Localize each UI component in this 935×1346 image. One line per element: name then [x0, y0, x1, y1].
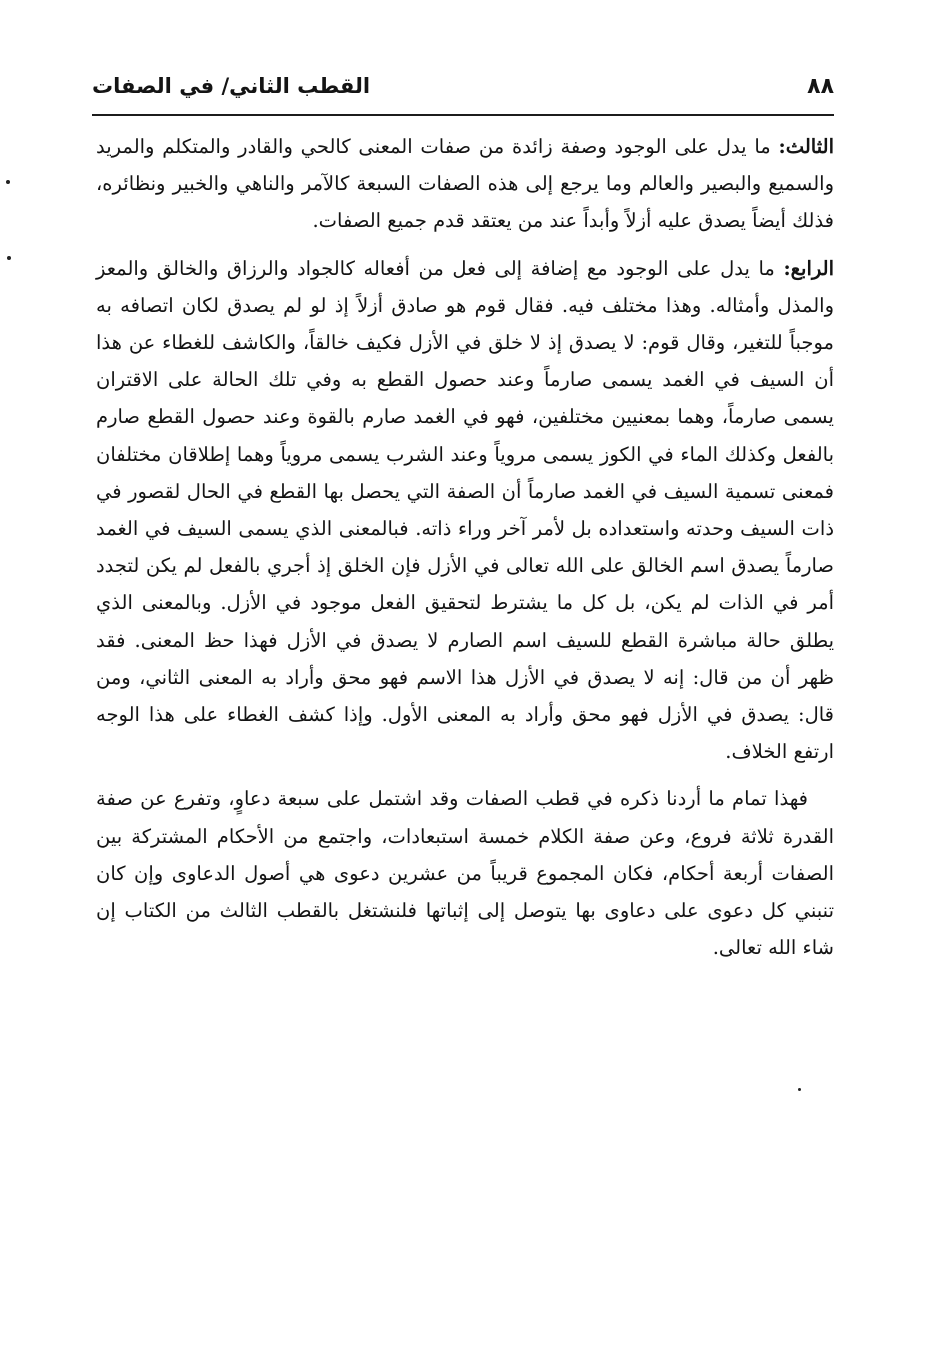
body-text [96, 128, 834, 966]
paragraph-text: فهذا تمام ما أردنا ذكره في قطب الصفات وقد اشتمل على سبعة دعاوٍ، وتفرع عن صفة القدرة ثلاثة فروع، وعن صفة الكلام خمسة استبعادات، واجتمع من الأحكام المشتركة بين الصفات أربعة أحكام، فكان المجموع قريباً من عشرين دعوى هي أصول الدعاوى وإن كان تنبني كل دعوى على دعاوى بها يتوصل إلى إثباتها فلنشتغل بالقطب الثالث من الكتاب إن شاء الله تعالى. [96, 787, 834, 960]
scan-speck [7, 256, 11, 260]
paragraph-text: ما يدل على الوجود مع إضافة إلى فعل من أفعاله كالجواد والرزاق والخالق والمعز والمذل وأمثاله. وهذا مختلف فيه. فقال قوم هو صادق أزلاً إذ لو لم يصدق لكان اتصافه به موجباً للتغير، وقال قوم: لا يصدق إذ لا خلق في الأزل فكيف خالقاً، والكاشف للغطاء عن هذا أن السيف في الغمد يسمى صارماً وعند حصول القطع به وفي تلك الحالة على الاقتران يسمى صارماً، وهما بمعنيين مختلفين، فهو في الغمد صارم بالقوة وعند حصول القطع صارم بالفعل وكذلك الماء في الكوز يسمى مروياً وعند الشرب يسمى مروياً وهما إطلاقان مختلفان فمعنى تسمية السيف في الغمد صارماً أن الصفة التي يحصل بها القطع في الحال لقصور في ذات السيف وحدته واستعداده بل لأمر آخر وراء ذاته. فبالمعنى الذي يسمى السيف في الغمد صارماً يصدق اسم الخالق على الله تعالى في الأزل فإن الخلق إذ أجري بالفعل لم يكن لتجدد أمر في الذات لم يكن، بل كل ما يشترط لتحقيق الفعل موجود في الأزل. وبالمعنى الذي يطلق حالة مباشرة القطع للسيف اسم الصارم لا يصدق في الأزل فهذا حظ المعنى. فقد ظهر أن من قال: إنه لا يصدق في الأزل هذا الاسم فهو محق وأراد به المعنى الثاني، ومن قال: يصدق في الأزل فهو محق وأراد به المعنى الأول. وإذا كشف الغطاء على هذا الوجه ارتفع الخلاف. [96, 256, 834, 764]
paragraph-fourth [96, 250, 834, 771]
scan-speck [6, 180, 10, 184]
running-title: القطب الثاني/ في الصفات [92, 74, 371, 98]
paragraph-lead: الرابع: [783, 256, 834, 280]
paragraph-conclusion [96, 780, 834, 966]
paragraph-third [96, 128, 834, 240]
page-number: ٨٨ [807, 74, 834, 99]
paragraph-lead: الثالث: [778, 135, 834, 158]
paragraph-text: ما يدل على الوجود وصفة زائدة من صفات المعنى كالحي والقادر والمتكلم والمريد والسميع والبصير والعالم وما يرجع إلى هذه الصفات السبعة كالآمر والناهي والخبير ونظائره، فذلك أيضاً يصدق عليه أزلاً وأبداً عند من يعتقد قدم جميع الصفات. [96, 135, 834, 233]
page-header [92, 70, 834, 110]
header-divider [92, 114, 834, 116]
scan-speck [798, 1088, 801, 1091]
